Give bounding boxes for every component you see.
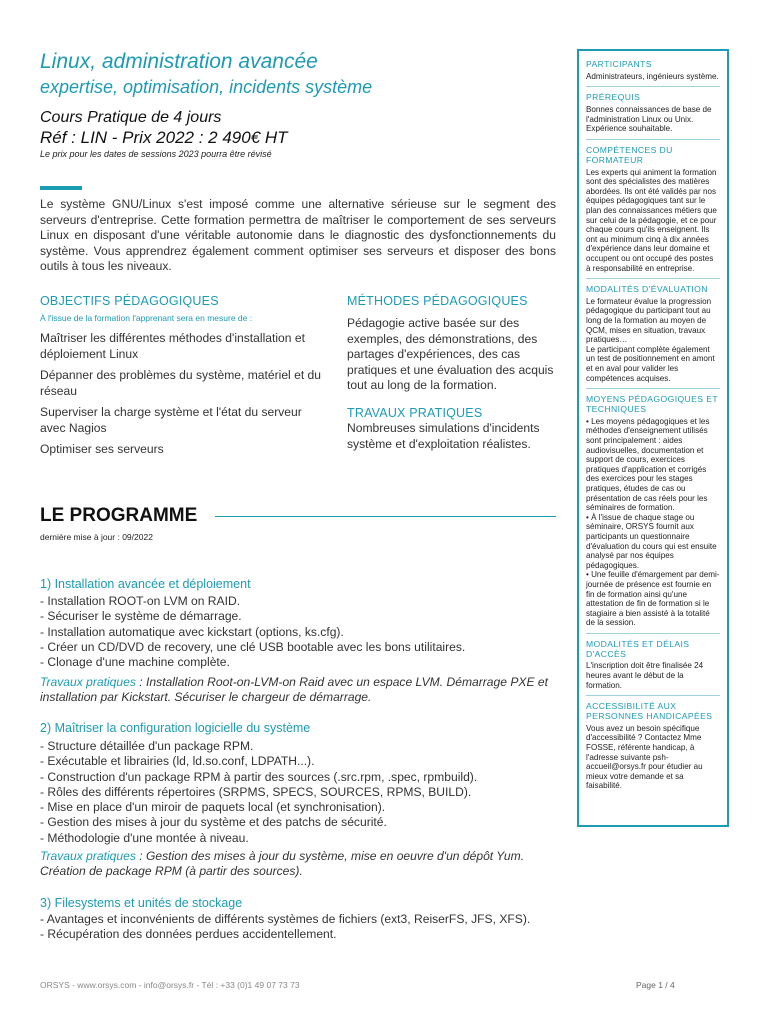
list-item: - Structure détaillée d'un package RPM. [40,739,254,753]
sidebar-text: Les experts qui animent la formation sont des spécialistes des matières abordées. Ils ont été validés par nos équipes pédagogiques tant sur le plan des connaissances métiers que sur celui de la pédagogie, et ce pour chaque cours qu'ils enseignent. Ils ont au minimum cinq à dix années d'expérience dans leur domaine et occupent ou ont occupé des postes à responsabilité en entreprise. [586,167,717,273]
footer-contact: ORSYS - www.orsys.com - info@orsys.fr - Tél : +33 (0)1 49 07 73 73 [40,980,300,990]
programme-heading: LE PROGRAMME [40,505,198,526]
practical-heading: TRAVAUX PRATIQUES [347,406,483,420]
sidebar-text: Le participant complète également un test de positionnement en amont et en aval pour valider les compétences acquises. [586,344,715,383]
section-3-list [40,912,556,943]
list-item: - Construction d'un package RPM à partir des sources (.src.rpm, .spec, rpmbuild). [40,769,478,784]
info-sidebar [577,49,729,827]
section-2-list [40,739,556,846]
list-item: - Gestion des mises à jour du système et des patchs de sécurité. [40,815,387,830]
objective-item: Maîtriser les différentes méthodes d'installation et déploiement Linux [40,331,305,361]
list-item: - Méthodologie d'une montée à niveau. [40,830,249,845]
course-reference-price: Réf : LIN - Prix 2022 : 2 490€ HT [40,128,288,147]
section-2-title: 2) Maîtriser la configuration logicielle du système [40,721,311,735]
section-1-title: 1) Installation avancée et déploiement [40,577,251,591]
sidebar-text: • Les moyens pédagogiques et les méthodes d'enseignement utilisés sont principalement : aides audiovisuelles, documentation et support de cours, exercices pratiques d'application et corrigés des exercices pour les stages pratiques, études de cas ou présentation de cas réels pour les séminaires de formation. [586,416,710,513]
sidebar-text: • À l'issue de chaque stage ou séminaire, ORSYS fournit aux participants un questionnaire d'évaluation du cours qui est ensuite analysé par nos équipes pédagogiques. [586,512,717,570]
list-item: - Mise en place d'un miroir de paquets local (et synchronisation). [40,800,386,815]
sidebar-heading: MODALITÉS D'ÉVALUATION [586,284,708,295]
practical-text: Nombreuses simulations d'incidents système et d'exploitation réalistes. [347,421,540,451]
practical-label: Travaux pratiques [40,675,136,689]
sidebar-heading: COMPÉTENCES DU FORMATEUR [586,144,673,165]
sidebar-means [586,395,720,634]
sidebar-heading: PRÉREQUIS [586,92,641,103]
methods-heading: MÉTHODES PÉDAGOGIQUES [347,294,528,308]
course-title: Linux, administration avancée [40,50,318,73]
list-item: - Exécutable et librairies (ld, ld.so.conf, LDPATH...). [40,754,315,769]
objectives-note: À l'issue de la formation l'apprenant sera en mesure de : [40,313,253,323]
programme-update-date: dernière mise à jour : 09/2022 [40,532,153,542]
objective-item: Dépanner des problèmes du système, matériel et du réseau [40,368,321,398]
list-item: - Créer un CD/DVD de recovery, une clé USB bootable avec les bons utilitaires. [40,639,466,654]
list-item: - Sécuriser le système de démarrage. [40,609,242,624]
programme-rule [215,516,556,517]
list-item: - Installation ROOT-on LVM on RAID. [40,594,241,608]
sidebar-text: Bonnes connaissances de base de l'administration Linux ou Unix. Expérience souhaitable. [586,105,712,134]
practical-description: : Installation Root-on-LVM-on Raid avec un espace LVM. Démarrage PXE et installation par Kickstart. Sécuriser le chargeur de démarrage. [40,675,548,705]
sidebar-heading: PARTICIPANTS [586,59,652,69]
sidebar-prerequisites [586,93,720,140]
practical-label: Travaux pratiques [40,849,136,863]
methods-text: Pédagogie active basée sur des exemples, des démonstrations, des partages d'expériences, des cas pratiques et une évaluation des acquis tout au long de la formation. [347,316,554,392]
sidebar-text: Le formateur évalue la progression pédagogique du participant tout au long de la formation au moyen de QCM, mises en situation, travaux pratiques… [586,296,712,345]
sidebar-accessibility [586,702,720,796]
practical-description: : Gestion des mises à jour du système, mise en oeuvre d'un dépôt Yum. Création de package RPM (à partir des sources). [40,849,525,879]
sidebar-trainer-skills [586,146,720,279]
sidebar-text: • Une feuille d'émargement par demi-journée de présence est fournie en fin de formation ainsi qu'une attestation de fin de formation si le stagiaire a bien assisté à la totalité de la session. [586,570,720,628]
course-subtitle: expertise, optimisation, incidents système [40,77,373,97]
sidebar-heading: ACCESSIBILITÉ AUX PERSONNES HANDICAPÉES [586,701,713,722]
objectives-list [40,331,330,464]
objectives-heading: OBJECTIFS PÉDAGOGIQUES [40,294,219,308]
course-type: Cours Pratique de 4 jours [40,109,222,126]
sidebar-participants [586,60,720,87]
sidebar-text: L'inscription doit être finalisée 24 heures avant le début de la formation. [586,661,704,690]
intro-paragraph: Le système GNU/Linux s'est imposé comme une alternative sérieuse sur le segment des serveurs d'entreprise. Cette formation permettra de maîtriser le comportement de ses serveurs Linux en disposant d'une véritable autonomie dans le diagnostic des dysfonctionnements du système. Vous apprendrez également comment optimiser ses serveurs et disposer des bons outils à tous les niveaux. [40,197,556,273]
section-2-practical [40,849,556,880]
section-1-list [40,594,556,670]
section-1-practical [40,675,556,706]
list-item: - Avantages et inconvénients de différents systèmes de fichiers (ext3, ReiserFS, JFS, XFS). [40,912,531,926]
list-item: - Récupération des données perdues accidentellement. [40,927,337,942]
list-item: - Installation automatique avec kickstart (options, ks.cfg). [40,624,344,639]
accent-divider [40,186,82,190]
price-note: Le prix pour les dates de sessions 2023 pourra être révisé [40,149,272,159]
objective-item: Superviser la charge système et l'état du serveur avec Nagios [40,405,302,435]
sidebar-heading: MODALITÉS ET DÉLAIS D'ACCÈS [586,638,690,659]
sidebar-heading: MOYENS PÉDAGOGIQUES ET TECHNIQUES [586,394,718,415]
list-item: - Rôles des différents répertoires (SRPMS, SPECS, SOURCES, RPMS, BUILD). [40,784,472,799]
sidebar-text: Vous avez un besoin spécifique d'accessibilité ? Contactez Mme FOSSE, référente handicap, à l'adresse suivante psh-accueil@orsys.fr pour étudier au mieux votre demande et sa faisabilité. [586,723,703,791]
section-3-title: 3) Filesystems et unités de stockage [40,896,243,910]
objective-item: Optimiser ses serveurs [40,442,164,456]
page-number: Page 1 / 4 [636,980,675,990]
sidebar-access [586,640,720,696]
sidebar-evaluation [586,285,720,389]
sidebar-text: Administrateurs, ingénieurs système. [586,71,719,81]
list-item: - Clonage d'une machine complète. [40,655,230,670]
